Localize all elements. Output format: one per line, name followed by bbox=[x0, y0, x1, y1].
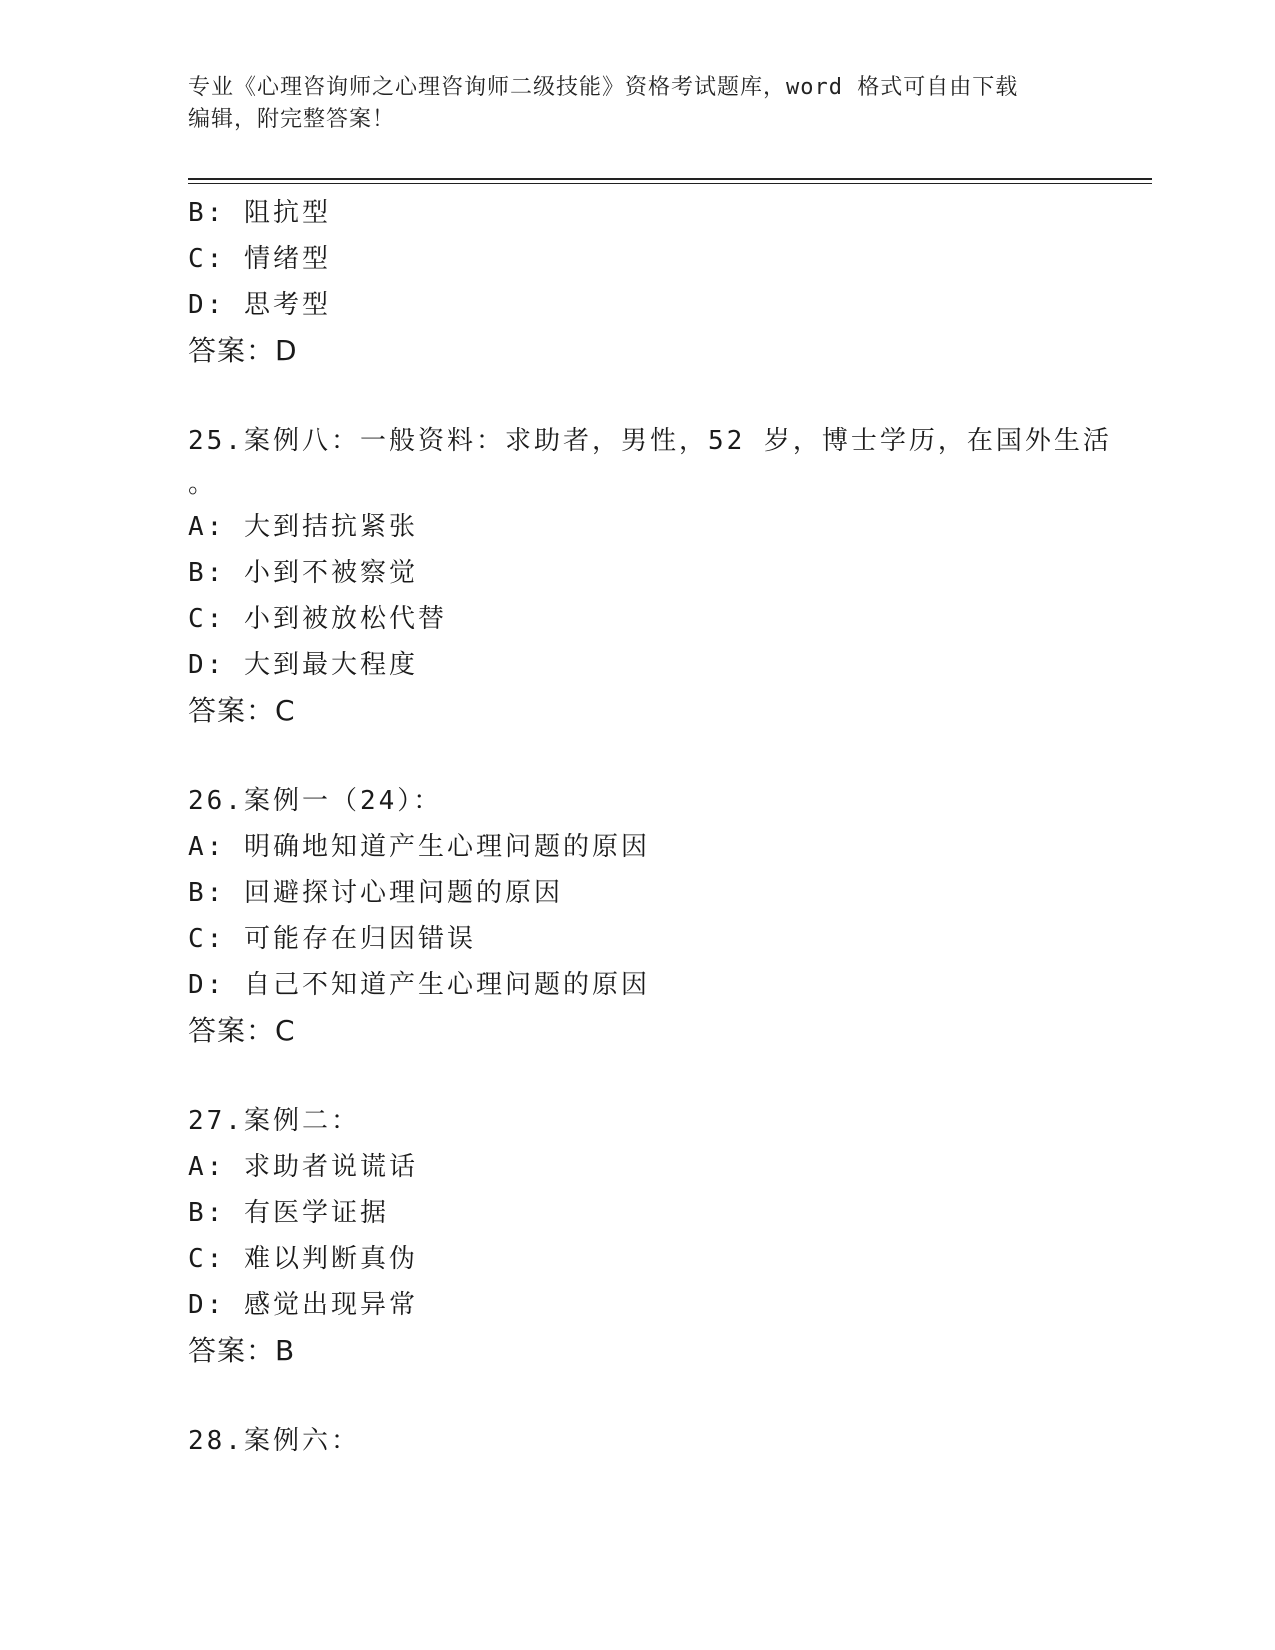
option-b: B: 小到不被察觉 bbox=[188, 558, 418, 588]
header-line-2: 编辑，附完整答案！ bbox=[188, 107, 396, 132]
header-divider-thick bbox=[188, 178, 1152, 180]
option-c: C: 难以判断真伪 bbox=[188, 1244, 418, 1274]
option-d: D: 自己不知道产生心理问题的原因 bbox=[188, 970, 650, 1000]
option-a: A: 求助者说谎话 bbox=[188, 1152, 418, 1182]
option-a: A: 大到拮抗紧张 bbox=[188, 512, 418, 542]
spacer bbox=[188, 1374, 1088, 1418]
spacer bbox=[188, 374, 1088, 418]
question-stem: 27.案例二： bbox=[188, 1106, 360, 1136]
question-content bbox=[188, 190, 1112, 1464]
option-c: C: 可能存在归因错误 bbox=[188, 924, 476, 954]
header-line-1: 专业《心理咨询师之心理咨询师二级技能》资格考试题库，word 格式可自由下载 bbox=[188, 75, 1019, 100]
question-stem-continuation: 。 bbox=[188, 469, 215, 499]
question-27 bbox=[188, 1098, 1088, 1374]
spacer bbox=[188, 1054, 1088, 1098]
header-divider-thin bbox=[188, 183, 1152, 184]
option-b: B: 阻抗型 bbox=[188, 198, 331, 228]
answer-line: 答案：C bbox=[188, 1014, 296, 1047]
answer-line: 答案：B bbox=[188, 1334, 296, 1367]
question-26 bbox=[188, 778, 1088, 1054]
option-c: C: 小到被放松代替 bbox=[188, 604, 447, 634]
question-stem: 28.案例六： bbox=[188, 1426, 360, 1456]
option-b: B: 回避探讨心理问题的原因 bbox=[188, 878, 563, 908]
option-d: D: 思考型 bbox=[188, 290, 331, 320]
option-c: C: 情绪型 bbox=[188, 244, 331, 274]
document-header bbox=[188, 72, 1088, 136]
question-25 bbox=[188, 418, 1112, 734]
option-d: D: 大到最大程度 bbox=[188, 650, 418, 680]
option-a: A: 明确地知道产生心理问题的原因 bbox=[188, 832, 650, 862]
option-d: D: 感觉出现异常 bbox=[188, 1290, 418, 1320]
spacer bbox=[188, 734, 1088, 778]
question-24 bbox=[188, 190, 1088, 374]
option-b: B: 有医学证据 bbox=[188, 1198, 389, 1228]
question-stem: 25.案例八：一般资料：求助者，男性，52 岁，博士学历，在国外生活 bbox=[188, 426, 1112, 456]
question-28 bbox=[188, 1418, 1088, 1464]
question-stem: 26.案例一（24）： bbox=[188, 786, 443, 816]
answer-line: 答案：D bbox=[188, 334, 298, 367]
answer-line: 答案：C bbox=[188, 694, 296, 727]
